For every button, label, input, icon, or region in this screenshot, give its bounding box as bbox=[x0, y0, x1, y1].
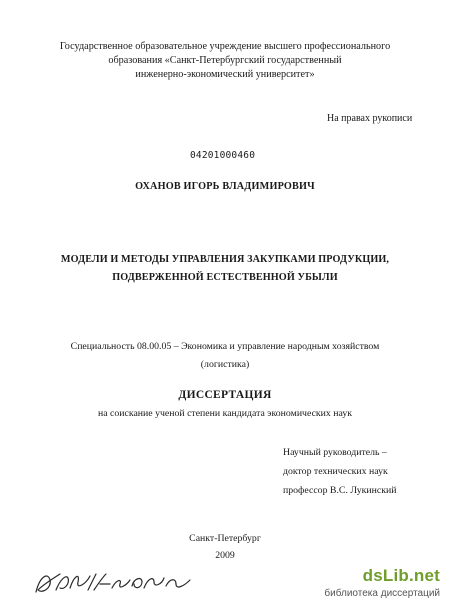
title-line-1: МОДЕЛИ И МЕТОДЫ УПРАВЛЕНИЯ ЗАКУПКАМИ ПРОДУКЦИИ, bbox=[60, 254, 390, 265]
specialty-field: (логистика) bbox=[200, 359, 250, 370]
institution-line-1: Государственное образовательное учреждение высшего профессионального bbox=[59, 41, 391, 52]
institution-line-3: инженерно-экономический университет» bbox=[135, 69, 315, 80]
degree-line: на соискание ученой степени кандидата экономических наук bbox=[97, 408, 353, 419]
watermark-subtitle: библиотека диссертаций bbox=[324, 588, 440, 599]
title-line-2: ПОДВЕРЖЕННОЙ ЕСТЕСТВЕННОЙ УБЫЛИ bbox=[112, 272, 338, 283]
supervisor-label: Научный руководитель – bbox=[283, 447, 387, 458]
dslib-watermark bbox=[290, 566, 440, 602]
signature-drawing bbox=[30, 566, 200, 600]
manuscript-rights-note: На правах рукописи bbox=[327, 113, 413, 124]
year: 2009 bbox=[215, 550, 235, 561]
watermark-logo-tld: .net bbox=[408, 566, 440, 585]
catalog-code: 04201000460 bbox=[190, 150, 256, 161]
city: Санкт-Петербург bbox=[189, 533, 261, 544]
document-type: ДИССЕРТАЦИЯ bbox=[178, 389, 272, 401]
supervisor-degree: доктор технических наук bbox=[283, 466, 388, 477]
specialty-line: Специальность 08.00.05 – Экономика и управление народным хозяйством bbox=[70, 341, 380, 352]
watermark-logo-main: dsLib bbox=[362, 566, 409, 585]
author-name: ОХАНОВ ИГОРЬ ВЛАДИМИРОВИЧ bbox=[135, 181, 315, 192]
handwritten-signature bbox=[30, 566, 200, 600]
institution-line-2: образования «Санкт-Петербургский государственный bbox=[108, 55, 342, 66]
watermark-logo bbox=[363, 566, 440, 586]
supervisor-name: профессор В.С. Лукинский bbox=[283, 485, 397, 496]
